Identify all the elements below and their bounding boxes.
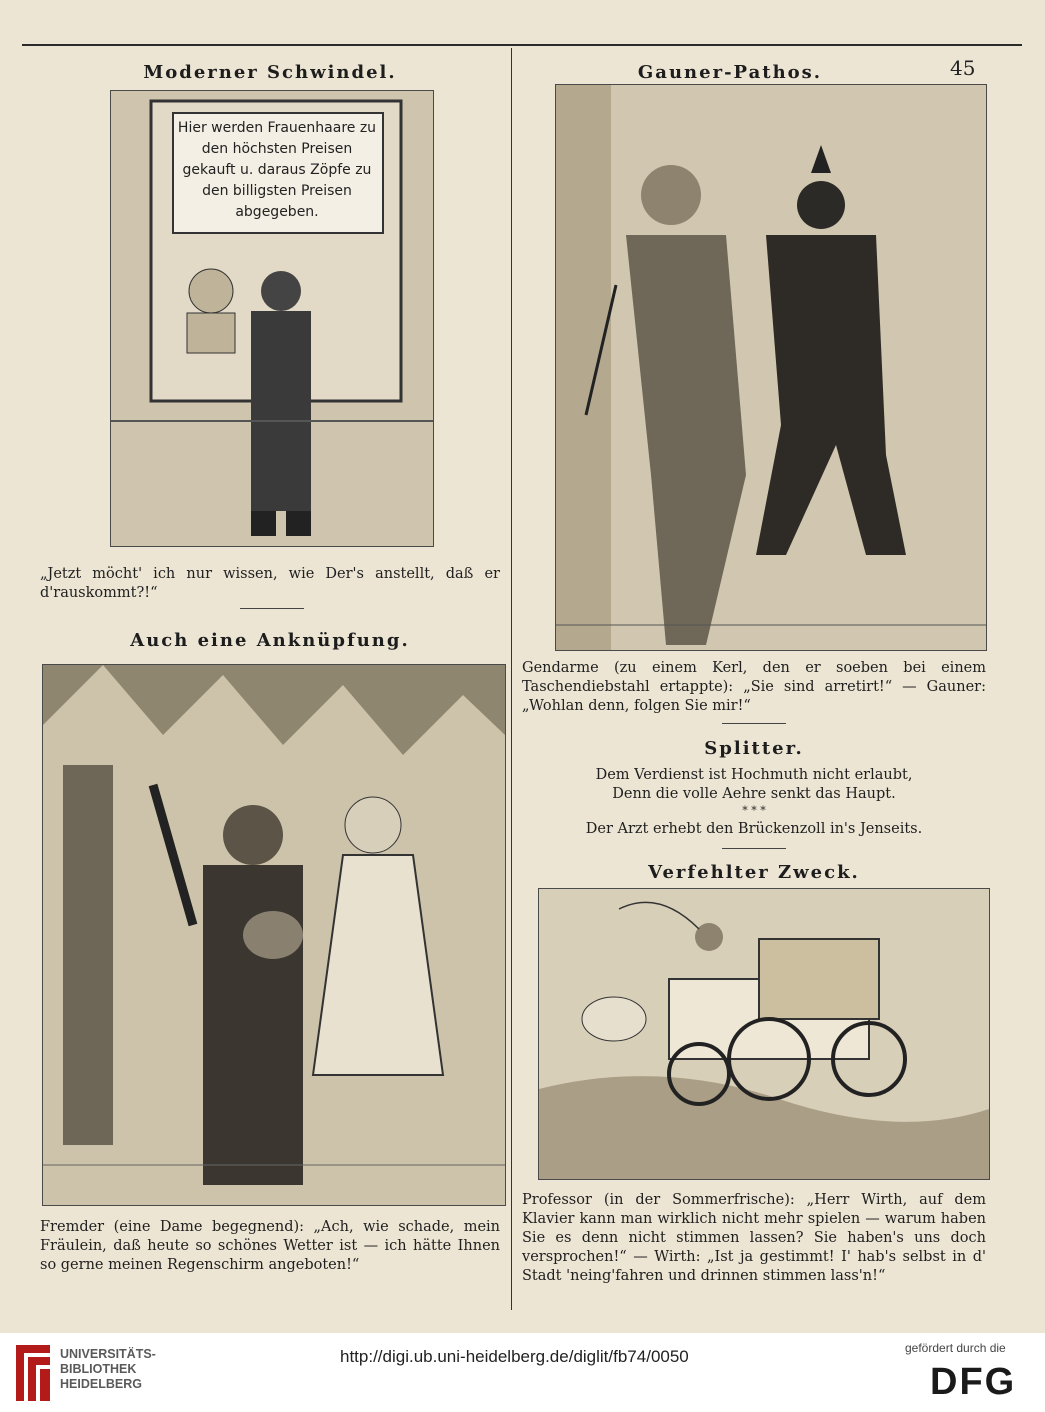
separator <box>722 723 786 724</box>
heading-gauner-pathos: Gauner-Pathos. <box>637 62 823 83</box>
heading-verfehlter-zweck: Verfehlter Zweck. <box>648 862 860 883</box>
footer-bar <box>0 1333 1045 1412</box>
shop-sign-text: Hier werden Frauenhaare zu den höchsten Preisen gekauft u. daraus Zöpfe zu den billigsten Preisen abgegeben. <box>177 120 377 220</box>
separator <box>722 848 786 849</box>
heading-auch-eine-anknuepfung: Auch eine Anknüpfung. <box>130 630 410 651</box>
splitter-line-2: Denn die volle Aehre senkt das Haupt. <box>612 786 896 802</box>
dfg-logo: DFG <box>930 1361 1017 1403</box>
splitter-line-1: Dem Verdienst ist Hochmuth nicht erlaubt, <box>595 767 913 783</box>
caption-verfehlter-zweck: Professor (in der Sommerfrische): „Herr Wirth, auf dem Klavier kann man wirklich nicht mehr spielen — warum haben Sie es denn nicht stimmen lassen? Sie haben's uns doch versprochen!“ — Wirth: „Ist ja gestimmt! I' hab's selbst in d' Stadt 'neing'fahren und drinnen stimmen lass'n!“ <box>522 1192 986 1284</box>
heading-splitter: Splitter. <box>704 738 804 759</box>
university-name <box>60 1347 156 1392</box>
illustration-couple-umbrella <box>42 664 506 1206</box>
page-number: 45 <box>950 56 976 80</box>
university-line-1: UNIVERSITÄTS- <box>60 1347 156 1361</box>
caption-gauner-pathos: Gendarme (zu einem Kerl, den er soeben bei einem Taschendiebstahl ertappte): „Sie sind arretirt!“ — Gauner: „Wohlan denn, folgen Sie mir!“ <box>522 660 986 714</box>
splitter-stars: * * * <box>742 804 766 817</box>
top-rule <box>22 44 1022 46</box>
illustration-gendarme-arrest <box>555 84 987 651</box>
illustration-piano-cart <box>538 888 990 1180</box>
university-line-3: HEIDELBERG <box>60 1377 142 1391</box>
funded-by-label: gefördert durch die <box>905 1341 1006 1355</box>
column-divider <box>511 48 512 1310</box>
heading-moderner-schwindel: Moderner Schwindel. <box>143 62 397 83</box>
university-line-2: BIBLIOTHEK <box>60 1362 137 1376</box>
permalink-url[interactable]: http://digi.ub.uni-heidelberg.de/diglit/fb74/0050 <box>340 1347 689 1366</box>
university-logo-icon <box>14 1343 52 1403</box>
caption-auch-eine-anknuepfung: Fremder (eine Dame begegnend): „Ach, wie schade, mein Fräulein, daß heute so schönes Wetter ist — ich hätte Ihnen so gerne meinen Regenschirm angeboten!“ <box>40 1219 500 1273</box>
caption-moderner-schwindel: „Jetzt möcht' ich nur wissen, wie Der's anstellt, daß er d'rauskommt?!“ <box>40 566 500 601</box>
splitter-line-3: Der Arzt erhebt den Brückenzoll in's Jenseits. <box>585 821 923 837</box>
separator <box>240 608 304 609</box>
